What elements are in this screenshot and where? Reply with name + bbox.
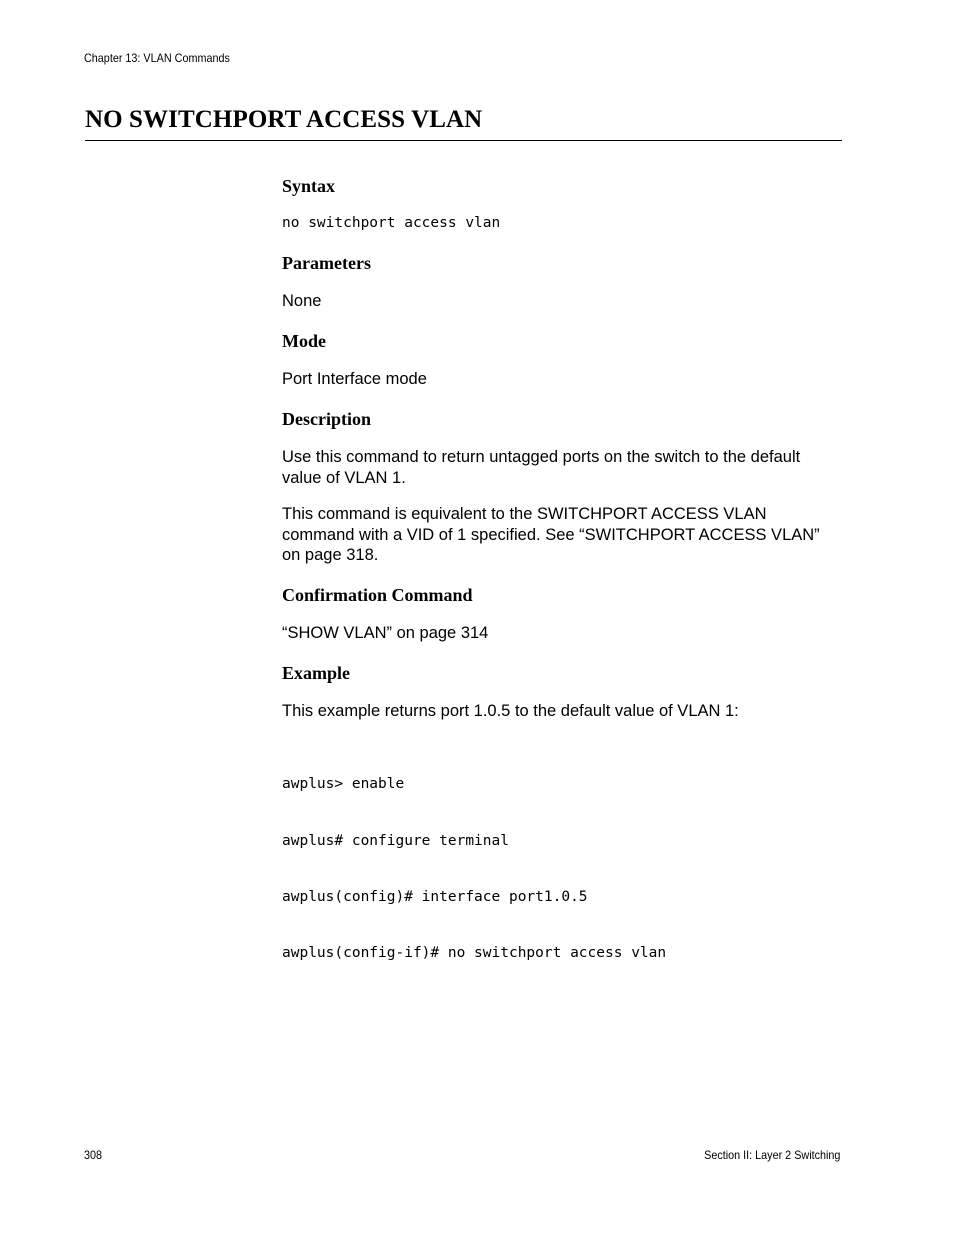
description-heading: Description	[282, 409, 371, 429]
description-paragraph-2-line-3: on page 318.	[282, 546, 379, 564]
parameters-heading: Parameters	[282, 253, 371, 273]
description-paragraph-2	[282, 504, 842, 566]
example-code-line: awplus# configure terminal	[282, 832, 509, 849]
footer-page-number: 308	[84, 1148, 103, 1162]
parameters-text: None	[282, 292, 322, 310]
mode-text: Port Interface mode	[282, 370, 427, 388]
description-paragraph-2-line-2: command with a VID of 1 specified. See “SWITCHPORT ACCESS VLAN”	[282, 525, 820, 544]
example-heading: Example	[282, 663, 351, 683]
example-intro: This example returns port 1.0.5 to the default value of VLAN 1:	[282, 702, 739, 720]
title-divider	[85, 140, 842, 141]
confirmation-text: “SHOW VLAN” on page 314	[282, 624, 489, 642]
confirmation-heading: Confirmation Command	[282, 585, 473, 605]
example-code-line: awplus(config)# interface port1.0.5	[282, 888, 588, 905]
mode-heading: Mode	[282, 331, 326, 351]
description-paragraph-2-line-1: This command is equivalent to the SWITCHPORT ACCESS VLAN	[282, 505, 767, 523]
syntax-heading: Syntax	[282, 176, 336, 196]
page-title: NO SWITCHPORT ACCESS VLAN	[85, 106, 483, 133]
example-code-block	[282, 738, 666, 1000]
description-paragraph-1: Use this command to return untagged ports on the switch to the default value of VLAN 1.	[282, 448, 801, 487]
example-code-line: awplus(config-if)# no switchport access vlan	[282, 944, 667, 961]
footer-section-title: Section II: Layer 2 Switching	[703, 1148, 840, 1162]
running-header-chapter: Chapter 13: VLAN Commands	[84, 51, 230, 65]
syntax-command: no switchport access vlan	[282, 215, 501, 231]
example-code-line: awplus> enable	[282, 776, 405, 793]
